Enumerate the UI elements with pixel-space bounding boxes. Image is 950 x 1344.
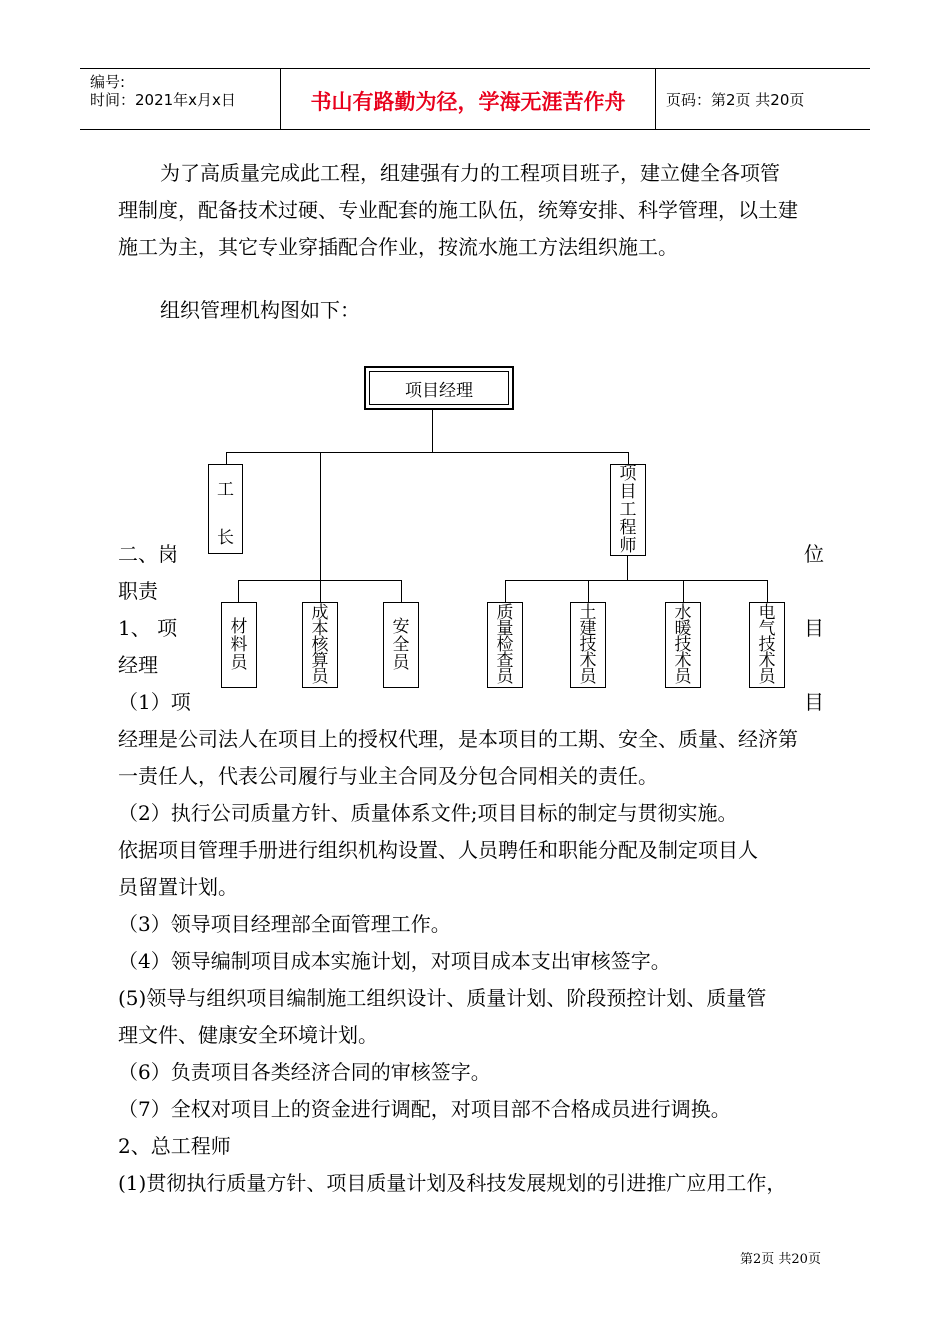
time-label: 时间：2021年x月x日 — [90, 91, 236, 109]
connector — [505, 580, 506, 602]
side-text: （1）项 — [118, 690, 191, 714]
org-node-cost-accountant — [302, 602, 338, 688]
side-text: 位 — [804, 542, 824, 566]
header-meta — [80, 69, 280, 129]
para-line-1: 经理是公司法人在项目上的授权代理，是本项目的工期、安全、质量、经济第 — [118, 727, 798, 751]
para-line-8: (5)领导与组织项目编制施工组织设计、质量计划、阶段预控计划、质量管 — [118, 986, 767, 1010]
para-line-4: 依据项目管理手册进行组织机构设置、人员聘任和职能分配及制定项目人 — [118, 838, 758, 862]
para-line-5: 员留置计划。 — [118, 875, 238, 899]
org-node-project-manager — [364, 366, 514, 410]
org-node-foreman — [208, 464, 243, 554]
org-node-label: 安 全 员 — [392, 617, 410, 673]
org-node-label: 长 — [217, 528, 234, 548]
connector — [588, 580, 589, 602]
org-node-electrical-technician — [749, 602, 785, 688]
connector — [505, 580, 768, 581]
org-node-label: 水 暖 技 术 员 — [674, 603, 692, 687]
connector — [226, 452, 628, 453]
side-text: 二、岗 — [118, 542, 178, 566]
org-node-quality-inspector — [487, 602, 523, 688]
org-node-project-engineer — [610, 464, 646, 556]
chart-intro: 组织管理机构图如下： — [160, 298, 360, 322]
side-text: 经理 — [118, 653, 158, 677]
side-text: 目 — [804, 616, 824, 640]
org-node-label: 土 建 技 术 员 — [579, 603, 597, 687]
org-node-label: 质 量 检 查 员 — [496, 603, 514, 687]
connector — [401, 580, 402, 602]
para-line-10: （6）负责项目各类经济合同的审核签字。 — [118, 1060, 491, 1084]
para-line-13: (1)贯彻执行质量方针、项目质量计划及科技发展规划的引进推广应用工作， — [118, 1171, 787, 1195]
section-heading: 2、总工程师 — [118, 1134, 231, 1158]
para-line-11: （7）全权对项目上的资金进行调配，对项目部不合格成员进行调换。 — [118, 1097, 731, 1121]
motto: 书山有路勤为径，学海无涯苦作舟 — [310, 90, 626, 114]
connector — [320, 580, 321, 602]
org-node-label: 项目经理 — [405, 380, 473, 401]
org-node-label: 材 料 员 — [230, 617, 248, 673]
connector — [627, 556, 628, 580]
side-text: 目 — [804, 690, 824, 714]
header-motto-cell — [280, 69, 656, 129]
org-node-materials — [221, 602, 257, 688]
page-header — [80, 68, 870, 130]
side-text: 1、 项 — [118, 616, 178, 640]
connector — [320, 452, 321, 580]
connector — [432, 410, 433, 452]
org-node-civil-technician — [570, 602, 606, 688]
side-text: 职责 — [118, 579, 158, 603]
org-node-plumbing-technician — [665, 602, 701, 688]
intro-line-3: 施工为主，其它专业穿插配合作业，按流水施工方法组织施工。 — [118, 235, 678, 259]
org-node-label: 工 — [217, 480, 234, 500]
number-label: 编号: — [90, 73, 126, 91]
para-line-3: （2）执行公司质量方针、质量体系文件;项目目标的制定与贯彻实施。 — [118, 801, 738, 825]
connector — [628, 452, 629, 464]
page-footer: 第2页 共20页 — [740, 1252, 821, 1267]
connector — [767, 580, 768, 602]
connector — [683, 580, 684, 602]
org-node-inner — [369, 371, 509, 405]
para-line-7: （4）领导编制项目成本实施计划，对项目成本支出审核签字。 — [118, 949, 671, 973]
para-line-9: 理文件、健康安全环境计划。 — [118, 1023, 378, 1047]
org-node-safety — [383, 602, 419, 688]
para-line-2: 一责任人，代表公司履行与业主合同及分包合同相关的责任。 — [118, 764, 658, 788]
connector — [226, 452, 227, 464]
page-label: 页码：第2页 共20页 — [666, 91, 805, 109]
intro-line-2: 理制度，配备技术过硬、专业配套的施工队伍，统筹安排、科学管理，以土建 — [118, 198, 798, 222]
para-line-6: （3）领导项目经理部全面管理工作。 — [118, 912, 451, 936]
org-node-label: 项 目 工 程 师 — [619, 464, 637, 556]
connector — [238, 580, 239, 602]
intro-line-1: 为了高质量完成此工程，组建强有力的工程项目班子，建立健全各项管 — [160, 161, 780, 185]
org-node-label: 电 气 技 术 员 — [758, 603, 776, 687]
org-node-label: 成 本 核 算 员 — [311, 603, 329, 687]
